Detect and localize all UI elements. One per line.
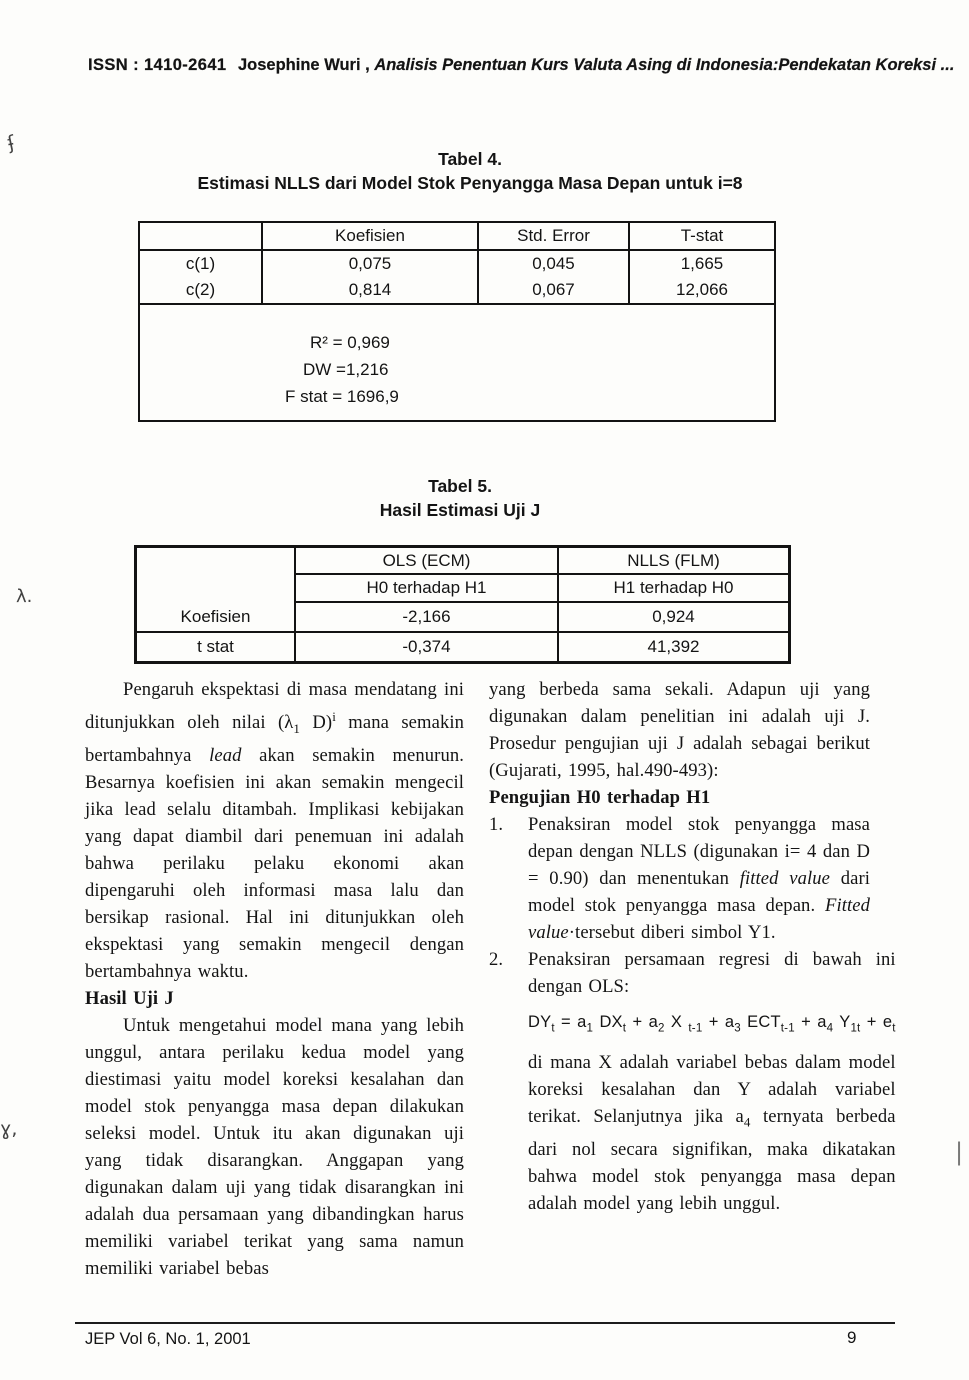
table5-row-label: t stat <box>137 632 295 661</box>
body-right-column <box>489 676 896 1217</box>
table4-cell: 1,665 <box>680 254 724 273</box>
table5-subheader-ols: H0 terhadap H1 <box>295 574 558 602</box>
list-number: 2. <box>489 949 504 970</box>
table5-caption-line2: Hasil Estimasi Uji J <box>379 500 541 520</box>
table4-row <box>140 277 774 304</box>
table4-cell: 0,075 <box>262 250 478 277</box>
journal-issue-label: JEP Vol 6, No. 1, 2001 <box>85 1330 251 1348</box>
table5-col-nlls: NLLS (FLM) <box>558 548 788 574</box>
scan-artifact-mark: ʄ <box>5 131 17 155</box>
footer-rule <box>75 1322 895 1324</box>
table4-row <box>140 250 774 277</box>
r-squared-stat: R² = 0,969 <box>310 333 390 352</box>
section-heading-pengujian-h0: Pengujian H0 terhadap H1 <box>489 787 711 808</box>
list-item-2-intro: Penaksiran persamaan regresi di bawah ini dengan OLS: <box>528 949 896 997</box>
list-item-1-text: Penaksiran model stok penyangga masa depan dengan NLLS (digunakan i= 4 dan D = 0.90) dan menentukan fitted value dari model stok penyangga masa depan. Fitted value·tersebut diberi simbol Y1. <box>528 814 871 943</box>
table4-col-blank <box>140 223 262 250</box>
table4-row-label: c(2) <box>140 277 262 304</box>
table4-col-tstat: T-stat <box>629 223 774 250</box>
table5-cell: 41,392 <box>647 637 700 656</box>
table5 <box>134 545 791 664</box>
page-number: 9 <box>847 1328 857 1347</box>
table4-cell: 0,814 <box>262 277 478 304</box>
table4-caption-line2: Estimasi NLLS dari Model Stok Penyangga Masa Depan untuk i=8 <box>197 173 743 193</box>
list-item-2-text <box>528 946 896 1217</box>
section-heading-hasil-uji-j: Hasil Uji J <box>85 987 174 1009</box>
table4-row-label: c(1) <box>140 250 262 277</box>
table4-cell: 0,067 <box>478 277 629 304</box>
table5-caption-line1: Tabel 5. <box>428 476 492 496</box>
table4-cell: 0,045 <box>478 250 629 277</box>
scan-artifact-mark: λ. <box>16 586 33 607</box>
table5-row-label: Koefisien <box>137 602 295 632</box>
paragraph-j-test-intro: yang berbeda sama sekali. Adapun uji yang digunakan dalam penelitian ini adalah uji J. Prosedur pengujian uji J adalah sebagai berikut (Gujarati, 1995, hal.490-493): <box>489 679 870 781</box>
body-left-column <box>85 676 464 1282</box>
running-head: Josephine Wuri , Analisis Penentuan Kurs Valuta Asing di Indonesia:Pendekatan Koreksi ... <box>238 56 955 74</box>
table5-row <box>137 602 788 632</box>
table4-grid <box>140 223 774 305</box>
f-stat: F stat = 1696,9 <box>285 387 399 406</box>
table5-cell: -2,166 <box>295 602 558 632</box>
list-item-1 <box>489 811 870 946</box>
table5-subheader-nlls: H1 terhadap H0 <box>558 574 788 602</box>
table4-header-row <box>140 223 774 250</box>
scan-artifact-mark: | <box>955 1138 964 1166</box>
regression-equation: $DY_t = a_1$ $DX_t + a_2$ X $_{t-1} + a_3$ $ECT_{t-1} + a_4$ $Y_{1t} + e_t$ <box>528 1013 896 1035</box>
table5-grid <box>137 548 788 661</box>
table4-col-stderror: Std. Error <box>478 223 629 250</box>
scan-artifact-mark: ɣ, <box>0 1118 18 1140</box>
list-item-2-rest: di mana X adalah variabel bebas dalam model koreksi kesalahan dan Y adalah variabel terikat. Selanjutnya jika $a_4$ ternyata berbeda dari nol secara signifikan, maka dikatakan bahwa model stok penyangga masa depan adalah model yang lebih unggul. <box>528 1052 896 1215</box>
durbin-watson-stat: DW =1,216 <box>303 360 389 379</box>
table4-col-koefisien: Koefisien <box>262 223 478 250</box>
table4 <box>138 221 776 422</box>
table5-blank-cell <box>137 548 295 602</box>
table5-cell: 0,924 <box>558 602 788 632</box>
table5-caption <box>130 474 790 522</box>
list-number: 1. <box>489 814 504 835</box>
table5-row <box>137 632 788 661</box>
list-item-2 <box>489 946 896 1217</box>
table4-caption-line1: Tabel 4. <box>438 149 502 169</box>
paragraph-expectations: Pengaruh ekspektasi di masa mendatang ini ditunjukkan oleh nilai ($\lambda_1$ D)$^i$ mana semakin bertambahnya lead akan semakin menurun. Besarnya koefisien ini akan semakin mengecil jika lead selalu ditambah. Implikasi kebijakan yang dapat diambil dari penemuan ini adalah bahwa perilaku pelaku ekonomi akan dipengaruhi oleh informasi masa lalu dan bersikap rasional. Hal ini ditunjukkan oleh ekspektasi yang semakin mengecil dengan bertambahnya waktu. <box>85 679 465 982</box>
issn-label: ISSN : 1410-2641 <box>88 56 227 74</box>
paragraph-model-selection: Untuk mengetahui model mana yang lebih unggul, antara perilaku kedua model yang diestimasi yaitu model koreksi kesalahan dan model stok penyangga masa depan dilakukan seleksi model. Untuk itu akan digunakan uji yang tidak disarangkan. Anggapan yang digunakan dalam uji yang tidak disarangkan ini adalah dua persamaan yang dibandingkan harus memiliki variabel terikat yang sama namun memiliki variabel bebas <box>85 1014 464 1279</box>
table5-group-header-row <box>137 548 788 574</box>
table4-fit-statistics <box>140 305 774 410</box>
table4-cell: 12,066 <box>676 280 728 299</box>
table4-caption <box>140 147 800 195</box>
table5-cell: -0,374 <box>295 632 558 661</box>
table5-col-ols: OLS (ECM) <box>295 548 558 574</box>
